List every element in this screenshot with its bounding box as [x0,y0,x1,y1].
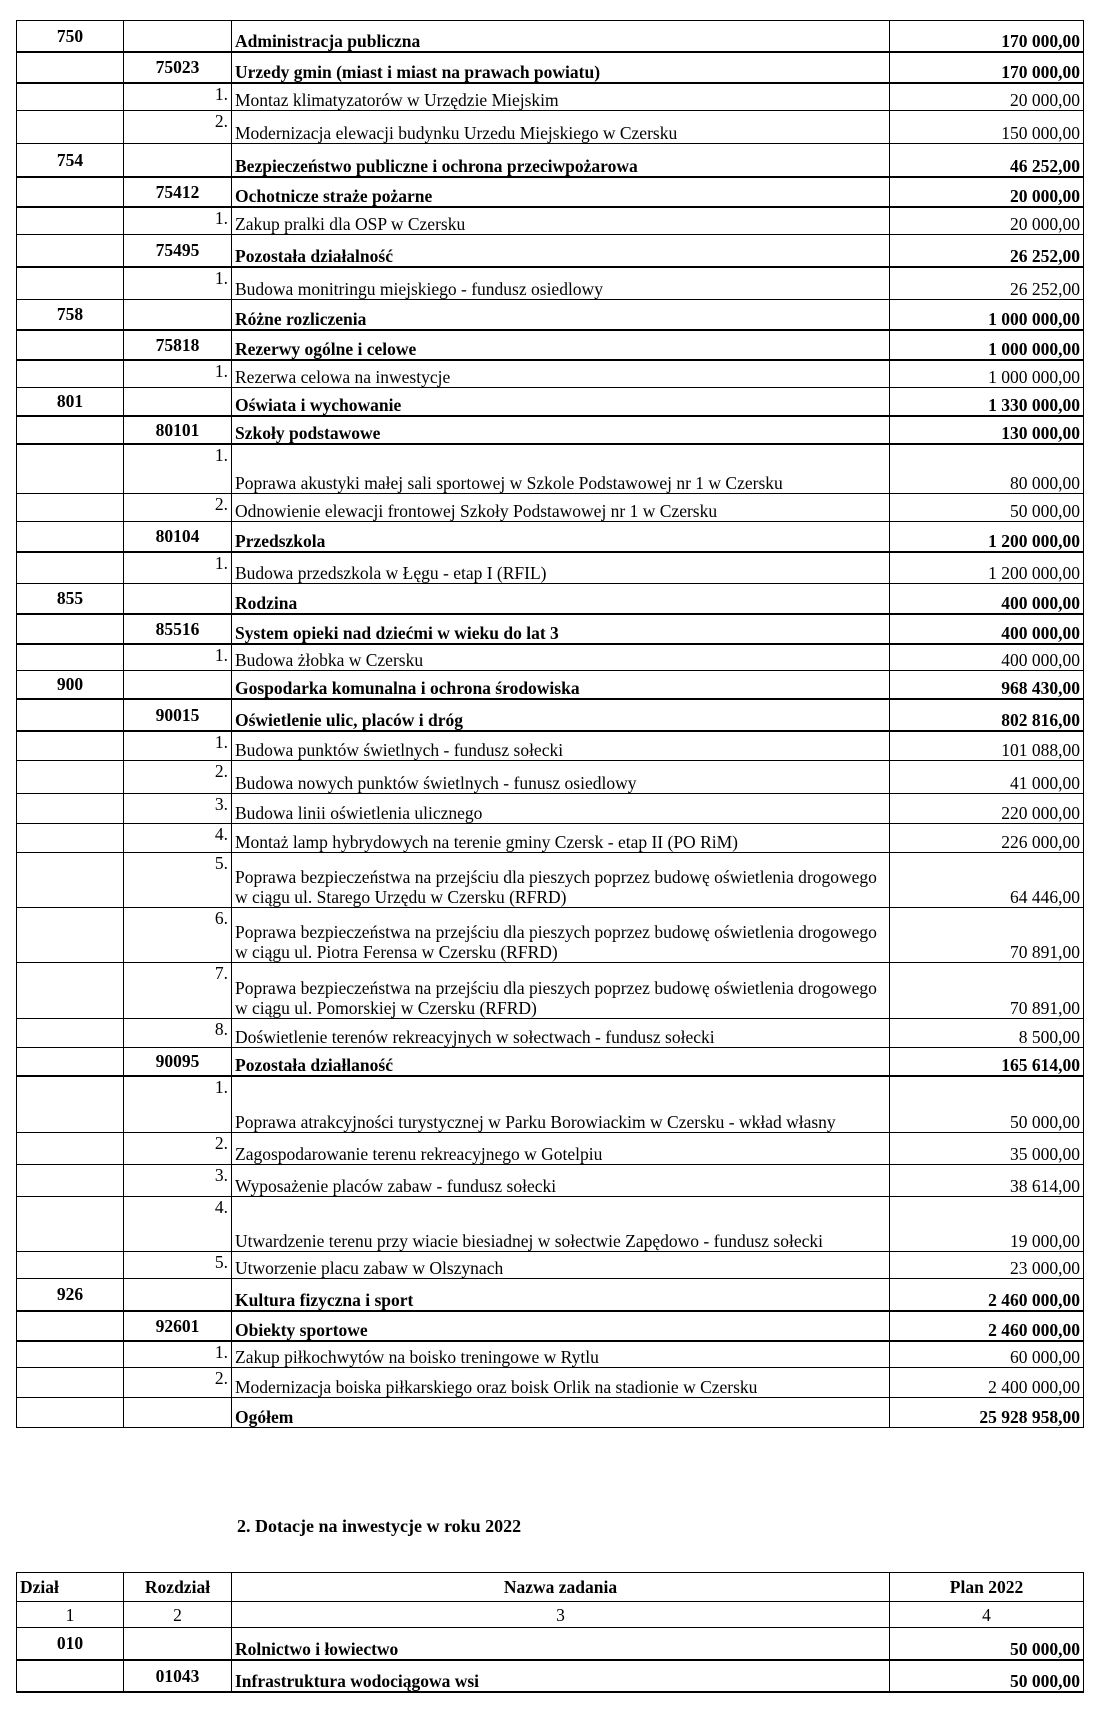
task-row [17,1197,1084,1252]
dzial-cell [17,1341,124,1368]
dzial-cell [17,1133,124,1165]
dzial-cell [17,552,124,584]
task-number-cell: 1. [124,731,232,761]
dzial-cell [17,908,124,963]
amount-cell: 26 252,00 [890,267,1084,300]
task-row [17,1252,1084,1279]
task-name-cell: Poprawa akustyki małej sali sportowej w Szkole Podstawowej nr 1 w Czersku [232,444,890,494]
task-name-cell: Utwardzenie terenu przy wiacie biesiadnej w sołectwie Zapędowo - fundusz sołecki [232,1197,890,1252]
dzial-cell [17,963,124,1019]
task-row [17,1368,1084,1398]
dzial-cell [17,522,124,552]
amount-cell: 70 891,00 [890,908,1084,963]
amount-cell: 400 000,00 [890,584,1084,614]
dzial-cell [17,853,124,908]
task-row [17,731,1084,761]
task-row [17,1341,1084,1368]
task-row [17,552,1084,584]
task-name-cell: Montaz klimatyzatorów w Urzędzie Miejskim [232,83,890,111]
section-heading: 2. Dotacje na inwestycje w roku 2022 [237,1516,522,1536]
dzial-cell [17,1048,124,1076]
amount-cell: 50 000,00 [890,494,1084,522]
amount-cell: 50 000,00 [890,1628,1084,1660]
rozdzial-cell: 85516 [124,614,232,644]
task-number-cell: 2. [124,1368,232,1398]
dzial-cell [17,267,124,300]
amount-cell: 23 000,00 [890,1252,1084,1279]
dzial-cell [17,494,124,522]
amount-cell: 1 000 000,00 [890,360,1084,388]
task-name-cell: Poprawa atrakcyjności turystycznej w Parku Borowiackim w Czersku - wkład własny [232,1076,890,1133]
section-row [17,671,1084,699]
dzial-cell [17,761,124,794]
header-nazwa: Nazwa zadania [232,1573,890,1602]
dzial-cell [17,1019,124,1048]
chapter-row [17,330,1084,360]
task-row [17,267,1084,300]
task-number-cell: 1. [124,644,232,671]
amount-cell: 20 000,00 [890,207,1084,235]
header-dzial: Dział [17,1573,124,1602]
rozdzial-cell: 75495 [124,235,232,267]
task-number-cell: 3. [124,794,232,824]
task-name-cell: Modernizacja elewacji budynku Urzedu Miejskiego w Czersku [232,111,890,144]
rozdzial-cell [124,1279,232,1311]
dzial-cell [17,731,124,761]
task-name-cell: Rezerwy ogólne i celowe [232,330,890,360]
section-row [17,300,1084,330]
amount-cell: 220 000,00 [890,794,1084,824]
task-name-cell: Szkoły podstawowe [232,416,890,444]
task-name-cell: Doświetlenie terenów rekreacyjnych w sołectwach - fundusz sołecki [232,1019,890,1048]
subsidies-table-body [17,1573,1084,1692]
amount-cell: 400 000,00 [890,644,1084,671]
task-number-cell: 5. [124,1252,232,1279]
amount-cell: 35 000,00 [890,1133,1084,1165]
amount-cell: 400 000,00 [890,614,1084,644]
chapter-row [17,1660,1084,1692]
dzial-cell: 010 [17,1628,124,1660]
dzial-cell [17,360,124,388]
amount-cell: 64 446,00 [890,853,1084,908]
task-row [17,963,1084,1019]
task-name-cell: Obiekty sportowe [232,1311,890,1341]
task-name-cell: Urzedy gmin (miast i miast na prawach powiatu) [232,52,890,83]
task-row [17,83,1084,111]
task-name-cell: System opieki nad dziećmi w wieku do lat 3 [232,614,890,644]
dzial-cell [17,235,124,267]
amount-cell: 1 330 000,00 [890,388,1084,416]
task-name-cell: Budowa punktów świetlnych - fundusz sołecki [232,731,890,761]
chapter-row [17,177,1084,207]
section-row [17,21,1084,52]
task-row [17,111,1084,144]
chapter-row [17,235,1084,267]
amount-cell: 60 000,00 [890,1341,1084,1368]
dzial-cell [17,614,124,644]
dzial-cell [17,207,124,235]
amount-cell: 25 928 958,00 [890,1398,1084,1428]
column-number-row [17,1602,1084,1628]
dzial-cell [17,1398,124,1428]
task-name-cell: Rezerwa celowa na inwestycje [232,360,890,388]
section-row [17,1279,1084,1311]
dzial-cell [17,1197,124,1252]
task-row [17,494,1084,522]
rozdzial-cell: 90015 [124,699,232,731]
amount-cell: 50 000,00 [890,1076,1084,1133]
dzial-cell [17,111,124,144]
chapter-row [17,52,1084,83]
task-name-cell: Poprawa bezpieczeństwa na przejściu dla pieszych poprzez budowę oświetlenia drogowego w ciągu ul. Pomorskiej w Czersku (RFRD) [232,963,890,1019]
amount-cell: 1 000 000,00 [890,300,1084,330]
task-name-cell: Budowa żłobka w Czersku [232,644,890,671]
rozdzial-cell [124,388,232,416]
task-name-cell: Poprawa bezpieczeństwa na przejściu dla pieszych poprzez budowę oświetlenia drogowego w ciągu ul. Starego Urzędu w Czersku (RFRD) [232,853,890,908]
task-name-cell: Montaż lamp hybrydowych na terenie gminy Czersk - etap II (PO RiM) [232,824,890,853]
dzial-cell [17,699,124,731]
amount-cell: 20 000,00 [890,177,1084,207]
task-name-cell: Utworzenie placu zabaw w Olszynach [232,1252,890,1279]
task-number-cell: 2. [124,111,232,144]
column-number-2: 2 [124,1602,232,1628]
dzial-cell: 855 [17,584,124,614]
task-number-cell: 7. [124,963,232,1019]
task-row [17,644,1084,671]
task-row [17,824,1084,853]
rozdzial-cell: 92601 [124,1311,232,1341]
rozdzial-cell: 75818 [124,330,232,360]
task-number-cell: 1. [124,360,232,388]
amount-cell: 50 000,00 [890,1660,1084,1692]
rozdzial-cell: 90095 [124,1048,232,1076]
task-name-cell: Budowa linii oświetlenia ulicznego [232,794,890,824]
amount-cell: 1 200 000,00 [890,552,1084,584]
amount-cell: 1 200 000,00 [890,522,1084,552]
amount-cell: 150 000,00 [890,111,1084,144]
amount-cell: 802 816,00 [890,699,1084,731]
task-row [17,207,1084,235]
task-name-cell: Rolnictwo i łowiectwo [232,1628,890,1660]
task-name-cell: Administracja publiczna [232,21,890,52]
task-name-cell: Pozostała działlaność [232,1048,890,1076]
dzial-cell [17,1368,124,1398]
dzial-cell: 900 [17,671,124,699]
rozdzial-cell [124,144,232,177]
dzial-cell [17,644,124,671]
task-number-cell: 5. [124,853,232,908]
dzial-cell [17,416,124,444]
rozdzial-cell [124,584,232,614]
chapter-row [17,1311,1084,1341]
task-name-cell: Zakup pralki dla OSP w Czersku [232,207,890,235]
investment-table [16,20,1084,1428]
dzial-cell: 754 [17,144,124,177]
task-name-cell: Rodzina [232,584,890,614]
task-name-cell: Kultura fizyczna i sport [232,1279,890,1311]
task-name-cell: Bezpieczeństwo publiczne i ochrona przeciwpożarowa [232,144,890,177]
subsidies-table [16,1572,1084,1693]
task-number-cell: 4. [124,1197,232,1252]
rozdzial-cell: 75023 [124,52,232,83]
task-number-cell: 1. [124,1341,232,1368]
dzial-cell [17,1076,124,1133]
task-number-cell: 1. [124,207,232,235]
task-row [17,1019,1084,1048]
task-number-cell: 1. [124,1076,232,1133]
task-name-cell: Zakup piłkochwytów na boisko treningowe w Rytlu [232,1341,890,1368]
dzial-cell [17,83,124,111]
task-row [17,794,1084,824]
dzial-cell [17,1311,124,1341]
amount-cell: 165 614,00 [890,1048,1084,1076]
task-row [17,1165,1084,1197]
task-name-cell: Modernizacja boiska piłkarskiego oraz boisk Orlik na stadionie w Czersku [232,1368,890,1398]
dzial-cell: 801 [17,388,124,416]
task-name-cell: Poprawa bezpieczeństwa na przejściu dla pieszych poprzez budowę oświetlenia drogowego w ciągu ul. Piotra Ferensa w Czersku (RFRD) [232,908,890,963]
header-row [17,1573,1084,1602]
task-name-cell: Odnowienie elewacji frontowej Szkoły Podstawowej nr 1 w Czersku [232,494,890,522]
task-name-cell: Budowa nowych punktów świetlnych - funusz osiedlowy [232,761,890,794]
rozdzial-cell [124,21,232,52]
task-row [17,761,1084,794]
chapter-row [17,699,1084,731]
task-name-cell: Budowa monitringu miejskiego - fundusz osiedlowy [232,267,890,300]
amount-cell: 19 000,00 [890,1197,1084,1252]
task-name-cell: Gospodarka komunalna i ochrona środowiska [232,671,890,699]
task-name-cell: Ochotnicze straże pożarne [232,177,890,207]
dzial-cell: 758 [17,300,124,330]
task-row [17,360,1084,388]
amount-cell: 170 000,00 [890,21,1084,52]
task-number-cell: 2. [124,1133,232,1165]
amount-cell: 20 000,00 [890,83,1084,111]
dzial-cell [17,1165,124,1197]
dzial-cell: 750 [17,21,124,52]
amount-cell: 46 252,00 [890,144,1084,177]
task-number-cell: 1. [124,552,232,584]
rozdzial-cell [124,1628,232,1660]
task-name-cell: Oświetlenie ulic, placów i dróg [232,699,890,731]
column-number-3: 3 [232,1602,890,1628]
task-number-cell: 8. [124,1019,232,1048]
dzial-cell [17,794,124,824]
column-number-4: 4 [890,1602,1084,1628]
amount-cell: 1 000 000,00 [890,330,1084,360]
task-row [17,853,1084,908]
amount-cell: 80 000,00 [890,444,1084,494]
task-name-cell: Budowa przedszkola w Łęgu - etap I (RFIL) [232,552,890,584]
task-number-cell: 3. [124,1165,232,1197]
total-row [17,1398,1084,1428]
section-row [17,584,1084,614]
rozdzial-cell: 01043 [124,1660,232,1692]
column-number-1: 1 [17,1602,124,1628]
amount-cell: 70 891,00 [890,963,1084,1019]
task-name-cell: Oświata i wychowanie [232,388,890,416]
task-name-cell: Ogółem [232,1398,890,1428]
rozdzial-cell: 80101 [124,416,232,444]
rozdzial-cell [124,671,232,699]
rozdzial-cell: 75412 [124,177,232,207]
amount-cell: 38 614,00 [890,1165,1084,1197]
task-name-cell: Pozostała działalność [232,235,890,267]
header-rozdzial: Rozdział [124,1573,232,1602]
dzial-cell [17,1660,124,1692]
amount-cell: 2 460 000,00 [890,1311,1084,1341]
task-number-cell: 2. [124,761,232,794]
task-row [17,444,1084,494]
rozdzial-cell [124,300,232,330]
rozdzial-cell: 80104 [124,522,232,552]
amount-cell: 130 000,00 [890,416,1084,444]
task-number-cell: 1. [124,444,232,494]
section-row [17,388,1084,416]
dzial-cell [17,177,124,207]
chapter-row [17,1048,1084,1076]
header-plan: Plan 2022 [890,1573,1084,1602]
task-name-cell: Zagospodarowanie terenu rekreacyjnego w Gotelpiu [232,1133,890,1165]
task-number-cell: 1. [124,83,232,111]
dzial-cell [17,52,124,83]
dzial-cell [17,444,124,494]
amount-cell: 2 460 000,00 [890,1279,1084,1311]
section-row [17,144,1084,177]
chapter-row [17,522,1084,552]
chapter-row [17,614,1084,644]
task-row [17,1076,1084,1133]
task-row [17,1133,1084,1165]
amount-cell: 968 430,00 [890,671,1084,699]
task-row [17,908,1084,963]
rozdzial-cell [124,1398,232,1428]
investment-table-body [17,21,1084,1428]
amount-cell: 41 000,00 [890,761,1084,794]
task-name-cell: Wyposażenie placów zabaw - fundusz sołecki [232,1165,890,1197]
amount-cell: 170 000,00 [890,52,1084,83]
dzial-cell: 926 [17,1279,124,1311]
task-name-cell: Różne rozliczenia [232,300,890,330]
task-name-cell: Infrastruktura wodociągowa wsi [232,1660,890,1692]
task-number-cell: 4. [124,824,232,853]
amount-cell: 101 088,00 [890,731,1084,761]
dzial-cell [17,330,124,360]
amount-cell: 26 252,00 [890,235,1084,267]
task-number-cell: 6. [124,908,232,963]
chapter-row [17,416,1084,444]
dzial-cell [17,824,124,853]
amount-cell: 2 400 000,00 [890,1368,1084,1398]
amount-cell: 8 500,00 [890,1019,1084,1048]
section-row [17,1628,1084,1660]
dzial-cell [17,1252,124,1279]
amount-cell: 226 000,00 [890,824,1084,853]
task-name-cell: Przedszkola [232,522,890,552]
task-number-cell: 2. [124,494,232,522]
task-number-cell: 1. [124,267,232,300]
